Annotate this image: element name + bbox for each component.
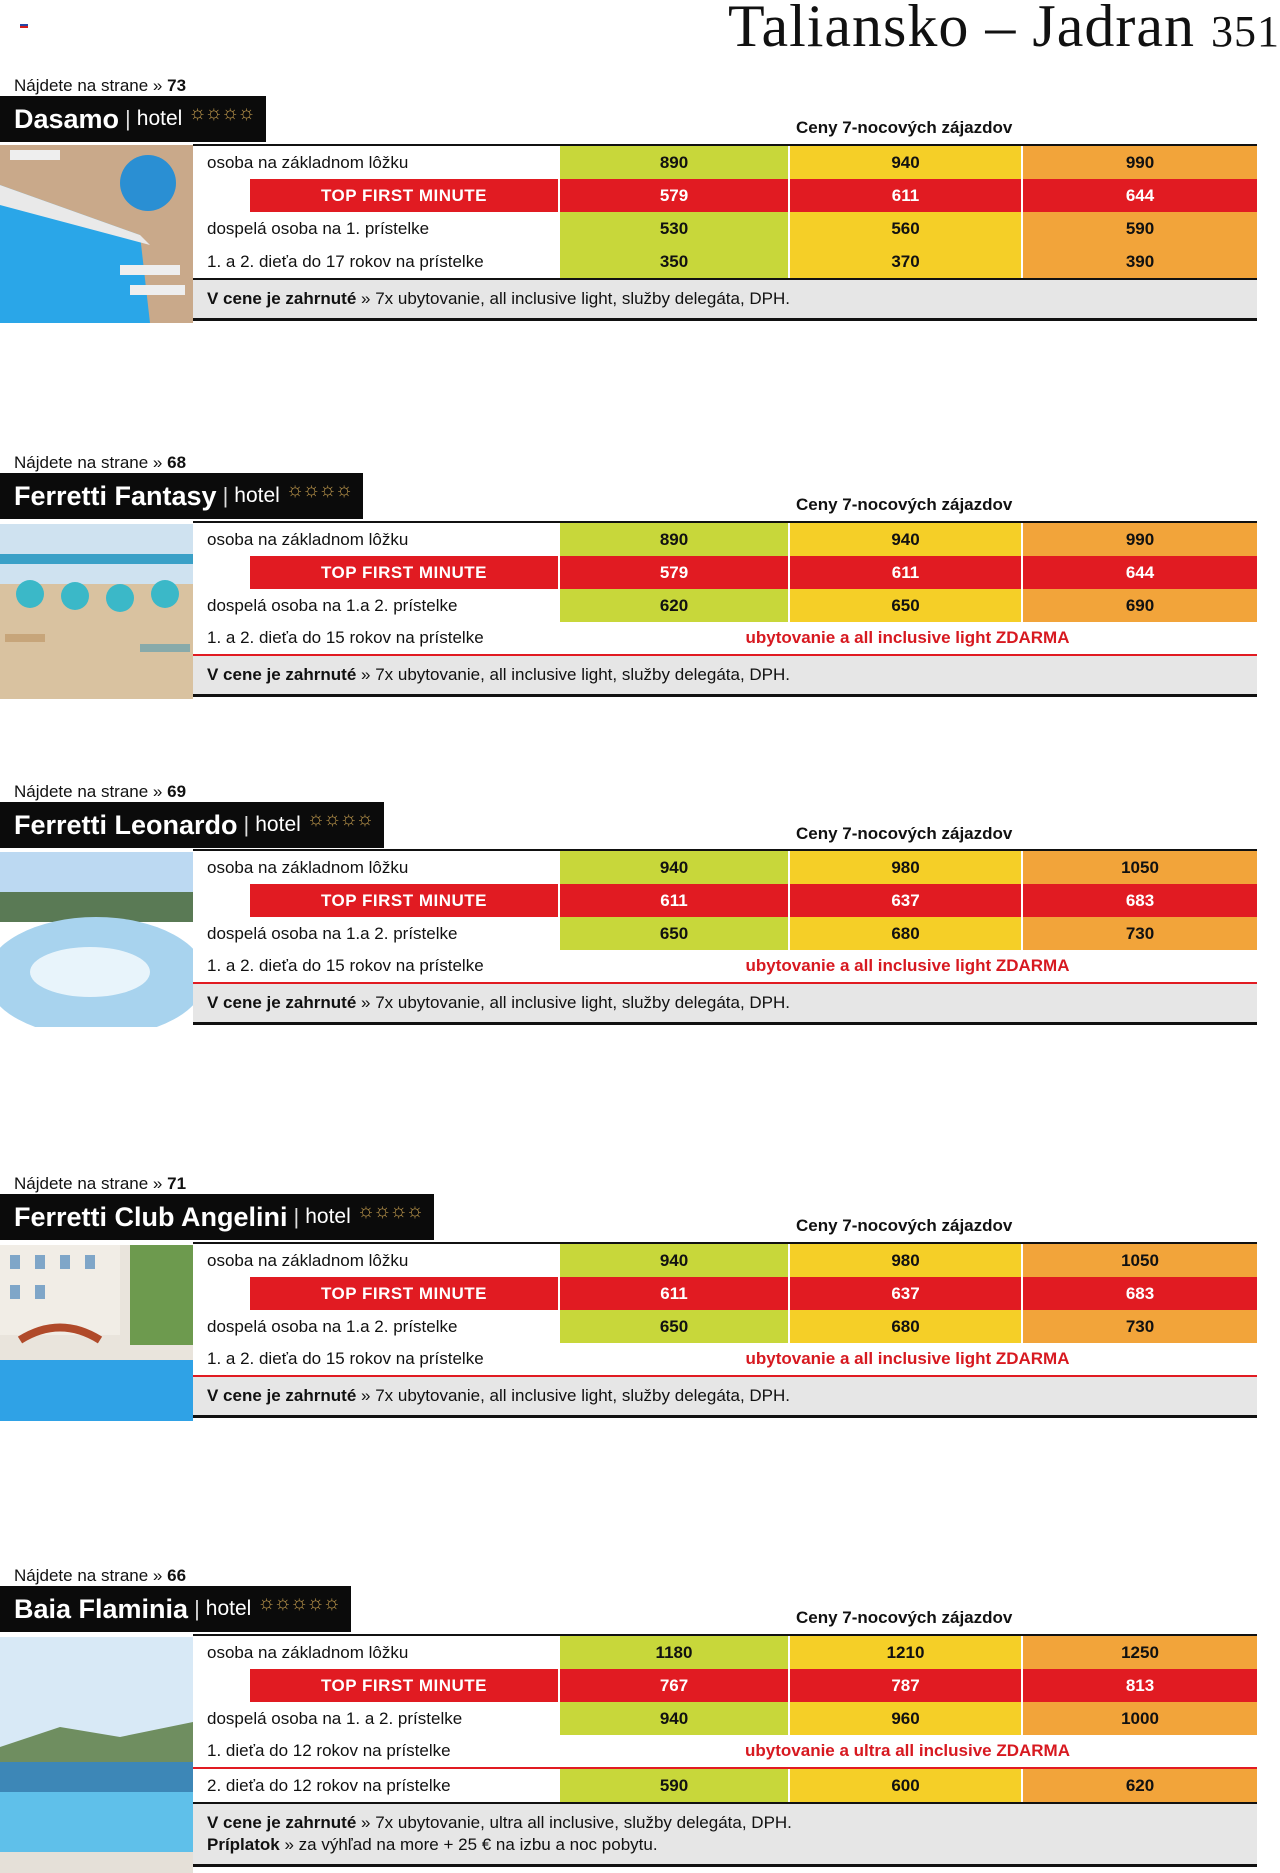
table-row: 1. a 2. dieťa do 15 rokov na prístelke ubytovanie a all inclusive light ZDARMA (193, 622, 1257, 656)
star-rating-icon: ☼☼☼☼ (356, 1199, 423, 1222)
table-row: osoba na základnom lôžku 1180 1210 1250 (193, 1634, 1257, 1669)
hotel-name: Ferretti Fantasy (14, 480, 217, 511)
surcharge-note: Príplatok » za výhľad na more + 25 € na izbu a noc pobytu. (207, 1835, 658, 1854)
table-row: dospelá osoba na 1.a 2. prístelke 650 680 730 (193, 917, 1257, 950)
page-title: Taliansko – Jadran 351 (727, 0, 1280, 59)
table-row: 1. a 2. dieťa do 15 rokov na prístelke ubytovanie a all inclusive light ZDARMA (193, 1343, 1257, 1377)
hotel-name-bar: Baia Flaminia | hotel ☼☼☼☼☼ (0, 1586, 351, 1632)
page-reference: Nájdete na strane » 69 (14, 782, 187, 801)
hotel-name-bar: Ferretti Leonardo | hotel ☼☼☼☼ (0, 802, 384, 848)
table-row: 1. a 2. dieťa do 17 rokov na prístelke 350 370 390 (193, 245, 1257, 278)
price-table (193, 144, 1257, 321)
table-row: dospelá osoba na 1.a 2. prístelke 650 680 730 (193, 1310, 1257, 1343)
hotel-name: Dasamo (14, 103, 120, 134)
hotel-photo (0, 1245, 193, 1421)
price-table (193, 1242, 1257, 1418)
star-rating-icon: ☼☼☼☼☼ (257, 1591, 339, 1614)
page-number: 351 (1211, 7, 1280, 56)
price-table (193, 521, 1257, 697)
hotel-photo (0, 145, 193, 323)
hotel-name-bar: Dasamo | hotel ☼☼☼☼ (0, 96, 266, 142)
star-rating-icon: ☼☼☼☼ (285, 478, 352, 501)
price-heading: Ceny 7-nocových zájazdov (796, 1216, 1013, 1235)
price-table (193, 849, 1257, 1025)
table-row: dospelá osoba na 1.a 2. prístelke 620 650 690 (193, 589, 1257, 622)
price-heading: Ceny 7-nocových zájazdov (796, 824, 1013, 843)
table-row: 2. dieťa do 12 rokov na prístelke 590 600 620 (193, 1769, 1257, 1802)
table-row: dospelá osoba na 1. prístelke 530 560 590 (193, 212, 1257, 245)
price-heading: Ceny 7-nocových zájazdov (796, 495, 1013, 514)
flag-icon (20, 22, 28, 28)
table-row: 1. a 2. dieťa do 15 rokov na prístelke ubytovanie a all inclusive light ZDARMA (193, 950, 1257, 984)
hotel-name-bar: Ferretti Fantasy | hotel ☼☼☼☼ (0, 473, 363, 519)
included-note: V cene je zahrnuté » 7x ubytovanie, all inclusive light, služby delegáta, DPH. (193, 278, 1257, 321)
price-table (193, 1634, 1257, 1867)
hotel-name: Ferretti Club Angelini (14, 1201, 288, 1232)
hotel-name: Baia Flaminia (14, 1593, 189, 1624)
table-row: osoba na základnom lôžku 890 940 990 (193, 144, 1257, 179)
page-reference: Nájdete na strane » 66 (14, 1566, 187, 1585)
table-row: osoba na základnom lôžku 940 980 1050 (193, 1242, 1257, 1277)
tfm-row: TOP FIRST MINUTE 767 787 813 (193, 1669, 1257, 1702)
hotel-photo (0, 1637, 193, 1873)
tfm-row: TOP FIRST MINUTE 579 611 644 (193, 179, 1257, 212)
included-note: V cene je zahrnuté » 7x ubytovanie, ultra all inclusive, služby delegáta, DPH. Príplatok » za výhľad na more + 25 € na izbu a noc pobytu. (193, 1802, 1257, 1867)
tfm-row: TOP FIRST MINUTE 579 611 644 (193, 556, 1257, 589)
star-rating-icon: ☼☼☼☼ (306, 807, 373, 830)
included-note: V cene je zahrnuté » 7x ubytovanie, all inclusive light, služby delegáta, DPH. (193, 1377, 1257, 1418)
price-heading: Ceny 7-nocových zájazdov (796, 118, 1013, 137)
table-row: dospelá osoba na 1. a 2. prístelke 940 960 1000 (193, 1702, 1257, 1735)
tfm-row: TOP FIRST MINUTE 611 637 683 (193, 884, 1257, 917)
included-note: V cene je zahrnuté » 7x ubytovanie, all inclusive light, služby delegáta, DPH. (193, 656, 1257, 697)
page-reference: Nájdete na strane » 68 (14, 453, 187, 472)
table-row: 1. dieťa do 12 rokov na prístelke ubytovanie a ultra all inclusive ZDARMA (193, 1735, 1257, 1769)
price-heading: Ceny 7-nocových zájazdov (796, 1608, 1013, 1627)
page-reference: Nájdete na strane » 73 (14, 76, 187, 95)
hotel-name-bar: Ferretti Club Angelini | hotel ☼☼☼☼ (0, 1194, 434, 1240)
table-row: osoba na základnom lôžku 890 940 990 (193, 521, 1257, 556)
star-rating-icon: ☼☼☼☼ (188, 101, 254, 124)
hotel-name: Ferretti Leonardo (14, 809, 238, 840)
tfm-row: TOP FIRST MINUTE 611 637 683 (193, 1277, 1257, 1310)
hotel-photo (0, 524, 193, 699)
page-reference: Nájdete na strane » 71 (14, 1174, 187, 1193)
included-note: V cene je zahrnuté » 7x ubytovanie, all inclusive light, služby delegáta, DPH. (193, 984, 1257, 1025)
table-row: osoba na základnom lôžku 940 980 1050 (193, 849, 1257, 884)
hotel-photo (0, 852, 193, 1027)
